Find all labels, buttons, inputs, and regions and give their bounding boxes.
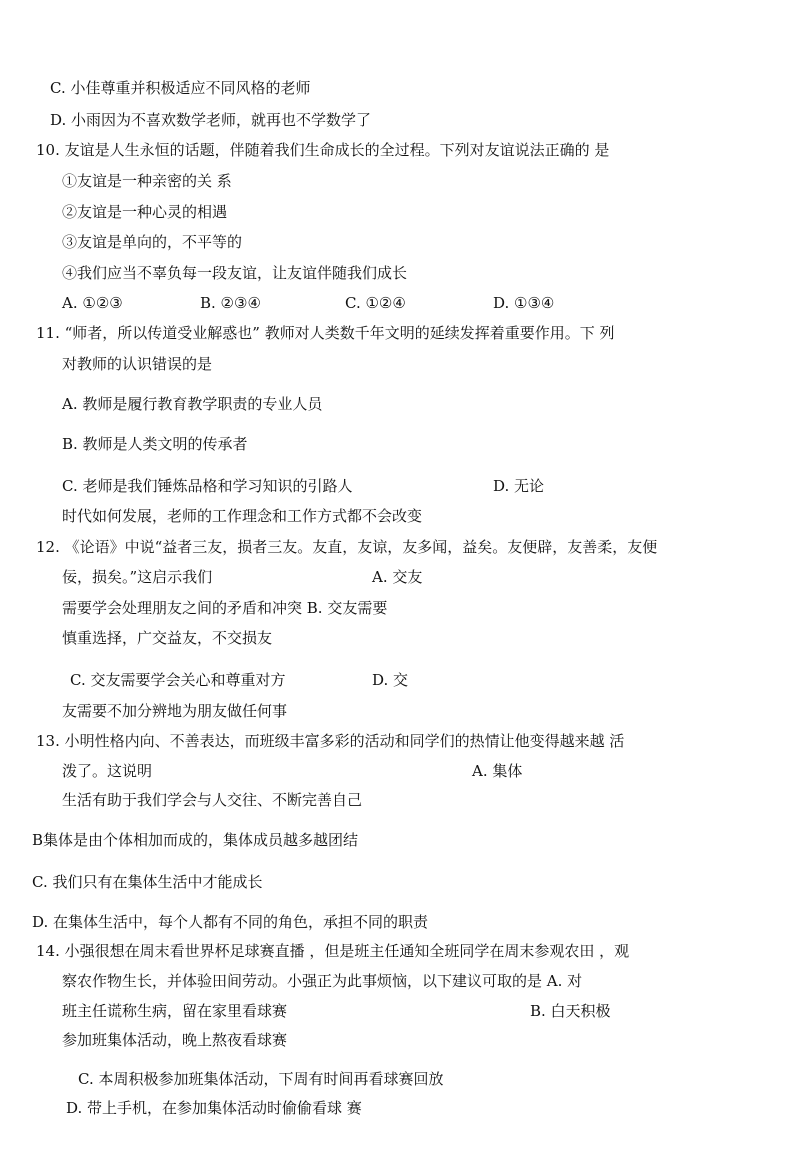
- question-13-option-b: B集体是由个体相加而成的，集体成员越多越团结: [32, 831, 359, 849]
- question-14-option-b: B. 白天积极: [530, 1002, 611, 1020]
- question-10-statement-1: ①友谊是一种亲密的关 系: [62, 172, 232, 190]
- question-11-stem-cont: 对教师的认识错误的是: [62, 355, 213, 373]
- question-12-option-d-cont: 友需要不加分辨地为朋友做任何事: [62, 702, 288, 720]
- question-14-option-c: C. 本周积极参加班集体活动，下周有时间再看球赛回放: [78, 1070, 444, 1088]
- question-11-option-a: A. 教师是履行教育教学职责的专业人员: [62, 395, 323, 413]
- question-10-option-c: C. ①②④: [345, 294, 406, 312]
- question-13-option-c: C. 我们只有在集体生活中才能成长: [32, 873, 263, 891]
- question-14-option-d: D. 带上手机，在参加集体活动时偷偷看球 赛: [66, 1099, 362, 1117]
- question-14-option-b-cont: 参加班集体活动，晚上熬夜看球赛: [62, 1031, 288, 1049]
- question-10-statement-3: ③友谊是单向的，不平等的: [62, 233, 243, 251]
- question-12-option-d: D. 交: [372, 671, 409, 689]
- question-12-option-a: A. 交友: [372, 568, 423, 586]
- question-9-option-c: C. 小佳尊重并积极适应不同风格的老师: [50, 79, 311, 97]
- question-10-option-d: D. ①③④: [493, 294, 555, 312]
- question-12-option-a-cont: 需要学会处理朋友之间的矛盾和冲突 B. 交友需要: [62, 599, 388, 617]
- question-11-option-d-cont: 时代如何发展，老师的工作理念和工作方式都不会改变: [62, 507, 423, 525]
- question-10-statement-2: ②友谊是一种心灵的相遇: [62, 203, 228, 221]
- question-11-option-c: C. 老师是我们锤炼品格和学习知识的引路人: [62, 477, 353, 495]
- question-10-stem: 10. 友谊是人生永恒的话题，伴随着我们生命成长的全过程。下列对友谊说法正确的 是: [36, 141, 610, 159]
- question-10-option-b: B. ②③④: [200, 294, 261, 312]
- question-12-option-b-cont: 慎重选择，广交益友，不交损友: [62, 629, 273, 647]
- question-13-option-a-cont: 生活有助于我们学会与人交往、不断完善自己: [62, 791, 363, 809]
- question-10-statement-4: ④我们应当不辜负每一段友谊，让友谊伴随我们成长: [62, 264, 408, 282]
- question-12-stem-cont: 佞，损矣。”这启示我们: [62, 568, 213, 586]
- question-13-stem-cont: 泼了。这说明: [62, 762, 153, 780]
- question-9-option-d: D. 小雨因为不喜欢数学老师，就再也不学数学了: [50, 111, 372, 129]
- question-11-stem: 11. “师者，所以传道受业解惑也” 教师对人类数千年文明的延续发挥着重要作用。下 列: [36, 324, 615, 342]
- question-12-option-c: C. 交友需要学会关心和尊重对方: [70, 671, 286, 689]
- question-11-option-d: D. 无论: [493, 477, 545, 495]
- question-13-stem: 13. 小明性格内向、不善表达，而班级丰富多彩的活动和同学们的热情让他变得越来越 活: [36, 732, 625, 750]
- question-13-option-a: A. 集体: [472, 762, 523, 780]
- question-10-option-a: A. ①②③: [62, 294, 123, 312]
- question-14-option-a-cont: 班主任谎称生病，留在家里看球赛: [62, 1002, 288, 1020]
- question-14-stem-cont: 察农作物生长，并体验田间劳动。小强正为此事烦恼，以下建议可取的是 A. 对: [62, 972, 583, 990]
- question-12-stem: 12. 《论语》中说“益者三友，损者三友。友直，友谅，友多闻，益矣。友便辟，友善柔，友便: [36, 538, 658, 556]
- question-11-option-b: B. 教师是人类文明的传承者: [62, 435, 248, 453]
- question-13-option-d: D. 在集体生活中，每个人都有不同的角色，承担不同的职责: [32, 913, 429, 931]
- question-14-stem: 14. 小强很想在周末看世界杯足球赛直播 ，但是班主任通知全班同学在周末参观农田 ，观: [36, 942, 630, 960]
